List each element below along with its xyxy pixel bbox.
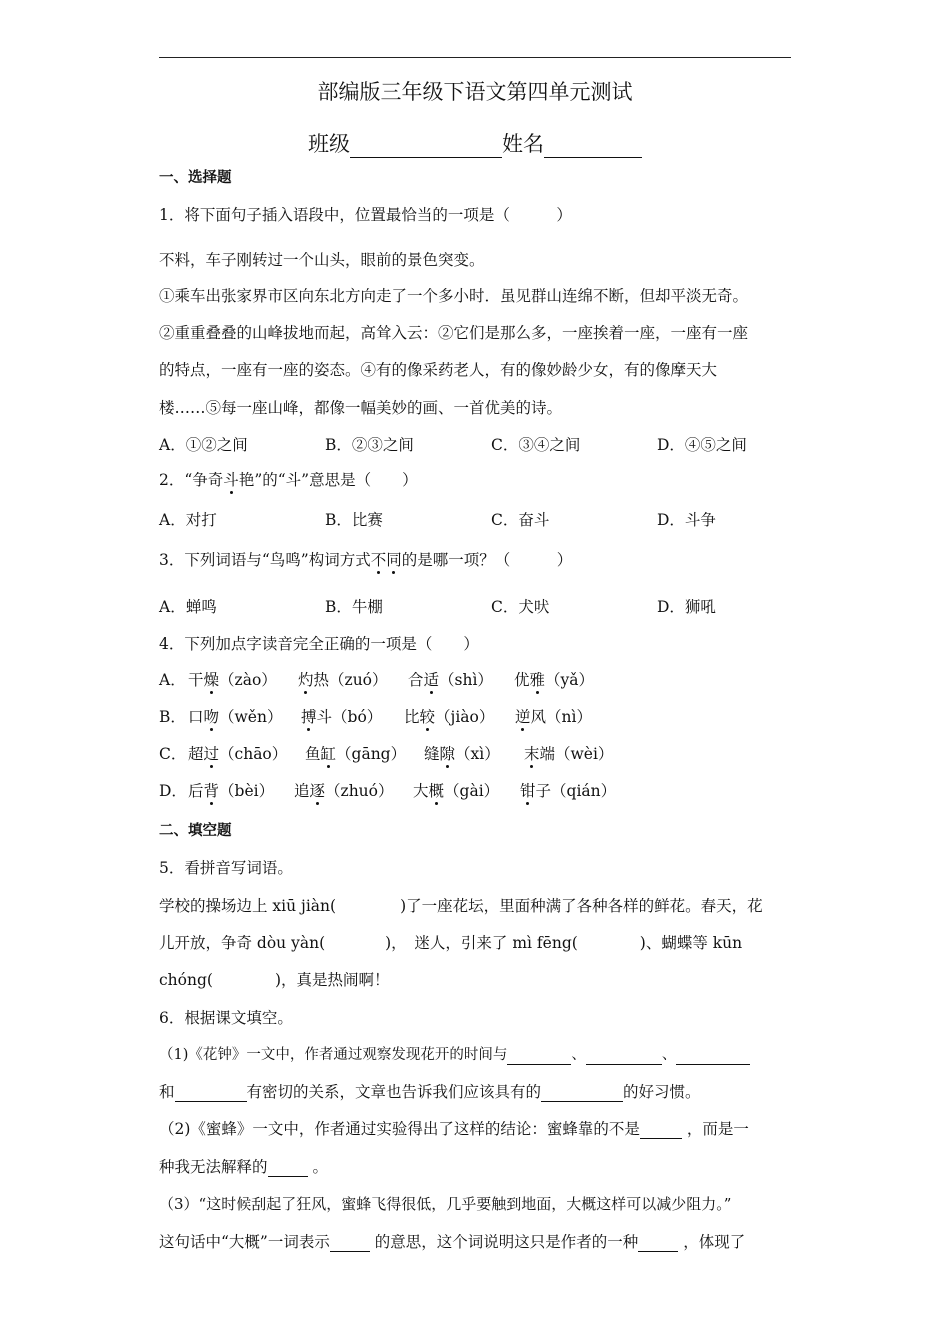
q4-word: 大概（gài） [413,782,500,800]
q6-part3-line2: 这句话中“大概”一词表示 的意思，这个词说明这只是作者的一种 ，体现了 [159,1233,746,1251]
q1-option-c[interactable]: C．③④之间 [491,436,581,454]
page-title: 部编版三年级下语文第四单元测试 [317,80,633,104]
q4-stem: 4．下列加点字读音完全正确的一项是（ ） [159,635,479,653]
q4-word: 鱼缸（gāng） [305,745,407,763]
q1-passage-line: ①乘车出张家界市区向东北方向走了一个多小时．虽见群山连绵不断，但却平淡无奇。 [159,287,749,305]
q3-option-a[interactable]: A．蝉鸣 [159,598,217,616]
class-label: 班级 [308,132,350,156]
q6-blank[interactable] [175,1083,247,1102]
q4-word: 灼热（zuó） [298,671,388,689]
q4-word: 缝隙（xì） [424,745,500,763]
q4-word: 超过（chāo） [188,745,288,763]
q6-part2-line2: 种我无法解释的 。 [159,1158,328,1176]
q6-part2-line1: （2)《蜜蜂》一文中，作者通过实验得出了这样的结论：蜜蜂靠的不是 ，而是一 [159,1120,749,1138]
q6-blank[interactable] [640,1120,682,1139]
q6-stem: 6．根据课文填空。 [159,1009,293,1027]
section-heading-choice: 一、选择题 [159,170,232,186]
q2-option-c[interactable]: C．奋斗 [491,511,550,529]
q3-option-d[interactable]: D．狮吼 [657,598,716,616]
q2-stem-text: 艳”的“斗”意思是（ ） [238,471,418,489]
q6-part3-line1: （3）“这时候刮起了狂风，蜜蜂飞得很低，几乎要触到地面，大概这样可以减少阻力。” [159,1195,732,1213]
q2-stem-text: 2．“争奇 [159,471,224,489]
q4-word: 口吻（wěn） [188,708,283,726]
name-label: 姓名 [502,132,544,156]
q6-blank[interactable] [507,1046,571,1065]
q1-passage-line: 楼……⑤每一座山峰，都像一幅美妙的画、一首优美的诗。 [159,399,563,417]
q1-option-b[interactable]: B．②③之间 [325,436,414,454]
header-rule [159,57,791,58]
q4-option-label: C． [159,745,187,763]
q2-option-a[interactable]: A．对打 [159,511,217,529]
q1-sentence: 不料，车子刚转过一个山头，眼前的景色突变。 [159,251,485,269]
q4-option-label: D． [159,782,187,800]
q6-blank[interactable] [268,1158,308,1177]
q2-option-d[interactable]: D．斗争 [657,511,716,529]
q6-part1-line2: 和 有密切的关系，文章也告诉我们应该具有的 的好习惯。 [159,1083,701,1101]
q6-blank[interactable] [586,1046,662,1065]
q5-line: chóng( )，真是热闹啊！ [159,971,390,989]
name-blank[interactable] [544,137,642,158]
q5-line: 儿开放，争奇 dòu yàn( )， 迷人，引来了 mì fēng( )、蝴蝶等 kūn [159,934,743,952]
q3-stem-text: 3．下列词语与“鸟鸣”构词方式 [159,551,371,569]
q4-word: 干燥（zào） [188,671,277,689]
q6-blank[interactable] [330,1233,370,1252]
q2-dotted-char: 斗 [223,471,239,489]
q6-blank[interactable] [676,1046,750,1065]
q3-option-b[interactable]: B．牛棚 [325,598,383,616]
q5-line: 学校的操场边上 xiū jiàn( )了一座花坛，里面种满了各种各样的鲜花。春天，花 [159,897,763,915]
q4-word: 后背（bèi） [188,782,275,800]
q6-blank[interactable] [541,1083,623,1102]
q3-stem [159,550,572,570]
q4-word: 钳子（qián） [520,782,617,800]
q2-option-b[interactable]: B．比赛 [325,511,383,529]
q4-word: 末端（wèi） [524,745,614,763]
q4-word: 优雅（yǎ） [514,671,595,689]
q1-passage-line: 的特点，一座有一座的姿态。④有的像采药老人，有的像妙龄少女，有的像摩天大 [159,361,718,379]
q4-option-label: A． [159,671,186,689]
q1-passage-line: ②重重叠叠的山峰拔地而起，高耸入云：②它们是那么多，一座挨着一座，一座有一座 [159,324,749,342]
class-name-line [0,128,950,158]
q3-stem-text: 的是哪一项？（ ） [401,551,573,569]
q1-option-d[interactable]: D．④⑤之间 [657,436,747,454]
q4-word: 逆风（nì） [515,708,592,726]
q4-option-label: B． [159,708,186,726]
q4-word: 比较（jiào） [404,708,495,726]
q4-word: 搏斗（bó） [301,708,383,726]
q3-option-c[interactable]: C．犬吠 [491,598,550,616]
q3-dotted-char: 同 [386,551,402,569]
q6-blank[interactable] [638,1233,678,1252]
q4-word: 追逐（zhuó） [294,782,394,800]
q4-word: 合适（shì） [408,671,493,689]
class-blank[interactable] [350,137,502,158]
q5-stem: 5．看拼音写词语。 [159,859,293,877]
q2-stem [159,470,418,490]
q3-dotted-char: 不 [370,551,387,569]
section-heading-fill: 二、填空题 [159,823,232,839]
q1-option-a[interactable]: A．①②之间 [159,436,248,454]
q6-part1-line1: （1)《花钟》一文中，作者通过观察发现花开的时间与 、 、 [159,1045,750,1065]
q1-stem: 1．将下面句子插入语段中，位置最恰当的一项是（ ） [159,206,572,224]
